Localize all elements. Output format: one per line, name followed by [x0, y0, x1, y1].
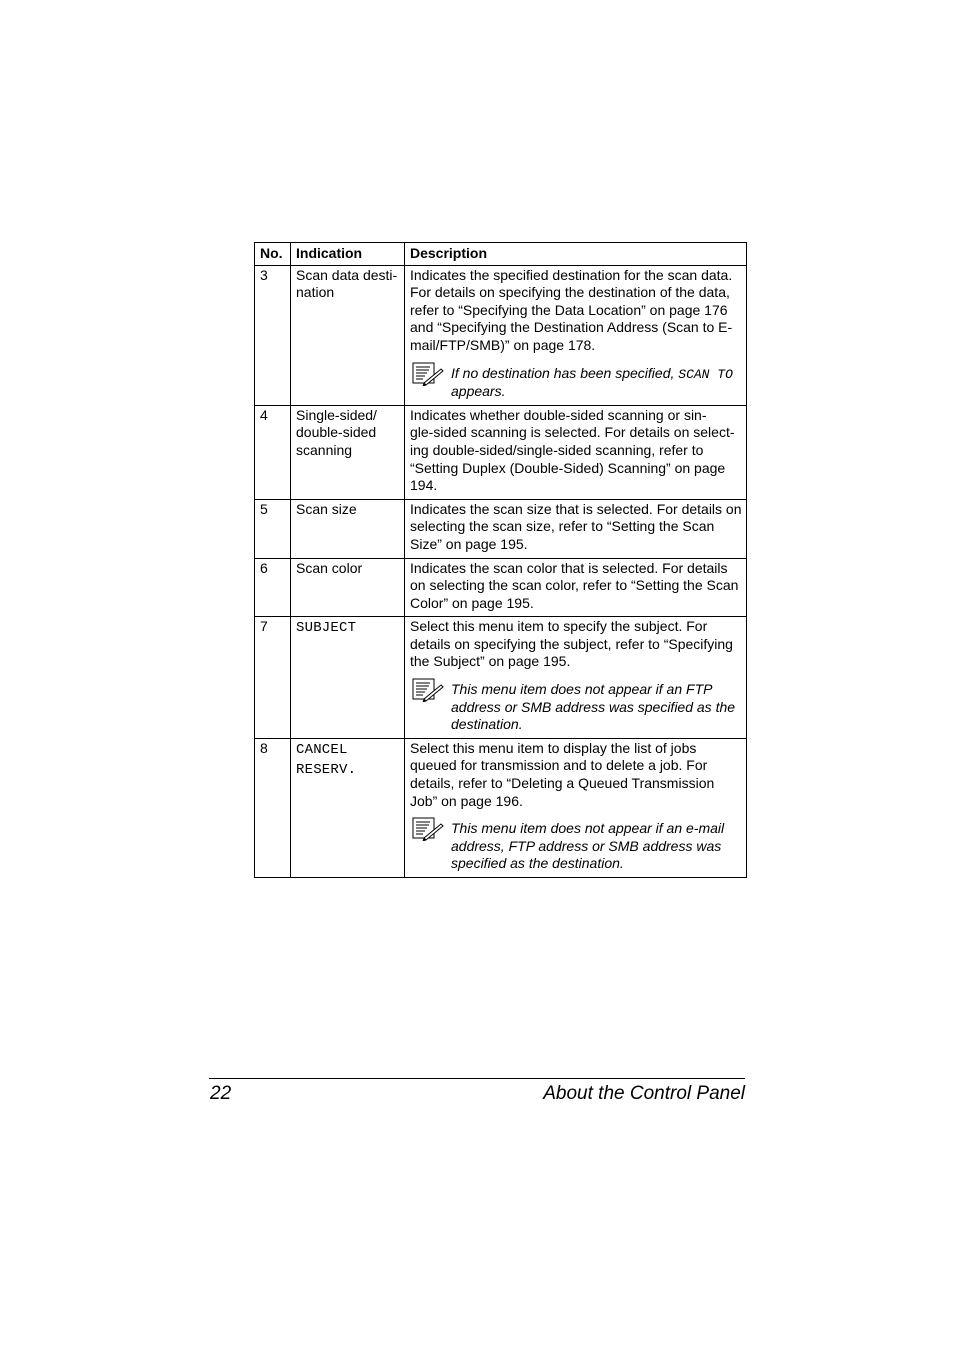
note-pencil-icon [412, 678, 444, 702]
indication-table [254, 242, 747, 878]
table-body [255, 265, 747, 877]
table-row [255, 738, 747, 877]
note [410, 820, 742, 873]
table-row [255, 405, 747, 499]
table-row [255, 499, 747, 558]
note [410, 365, 742, 401]
note-text: This menu item does not appear if an FTP address or SMB address was specified as the destination. [451, 681, 736, 733]
note [410, 681, 742, 734]
note-pencil-icon [412, 362, 444, 386]
row-indication: Scan size [291, 499, 405, 558]
row-description [405, 738, 747, 877]
description-text: Select this menu item to specify the subject. For details on specifying the subject, refer to “Specifying the Subject” on page 195. [410, 618, 733, 670]
table-row [255, 558, 747, 617]
row-number: 3 [255, 265, 291, 405]
section-title: About the Control Panel [543, 1083, 745, 1104]
row-description [405, 617, 747, 739]
page-number: 22 [210, 1083, 232, 1104]
row-indication: Single-sided/ double-sided scanning [291, 405, 405, 499]
row-number: 4 [255, 405, 291, 499]
table-row [255, 617, 747, 739]
note-text-end: appears. [451, 383, 506, 400]
table-row [255, 265, 747, 405]
description-text: Indicates whether double-sided scanning or sin- gle-sided scanning is selected. For details on select- ing double-sided/single-sided scanning, refer to “Setting Duplex (Double-Sided) Scanning” on page 194. [410, 406, 735, 494]
footer-divider [209, 1078, 745, 1079]
description-text: Indicates the scan color that is selected. For details on selecting the scan color, refer to “Setting the Scan Color” on page 195. [410, 559, 739, 611]
row-number: 8 [255, 738, 291, 877]
description-text: Select this menu item to display the list of jobs queued for transmission and to delete a job. For details, refer to “Deleting a Queued Transmission Job” on page 196. [410, 739, 715, 809]
header-indication: Indication [291, 243, 405, 266]
row-description [405, 499, 747, 558]
row-number: 7 [255, 617, 291, 739]
description-text: Indicates the scan size that is selected. For details on selecting the scan size, refer to “Setting the Scan Size” on page 195. [410, 500, 742, 552]
row-number: 5 [255, 499, 291, 558]
note-code: SCAN TO [678, 366, 733, 382]
table-header-row [255, 243, 747, 266]
row-description [405, 558, 747, 617]
row-description [405, 265, 747, 405]
note-pencil-icon [412, 817, 444, 841]
note-text: If no destination has been specified, [451, 364, 679, 381]
row-number: 6 [255, 558, 291, 617]
row-description [405, 405, 747, 499]
row-indication: Scan color [291, 558, 405, 617]
header-no: No. [255, 243, 291, 266]
row-indication: SUBJECT [291, 617, 405, 739]
description-text: Indicates the specified destination for the scan data. For details on specifying the destination of the data, refer to “Specifying the Data Location” on page 176 and “Specifying the Destination Address (Scan to E-mail/FTP/SMB)” on page 178. [410, 266, 733, 353]
row-indication: CANCEL RESERV. [291, 738, 405, 877]
header-description: Description [405, 243, 747, 266]
row-indication: Scan data desti- nation [291, 265, 405, 405]
note-text: This menu item does not appear if an e-mail address, FTP address or SMB address was specified as the destination. [451, 820, 725, 872]
